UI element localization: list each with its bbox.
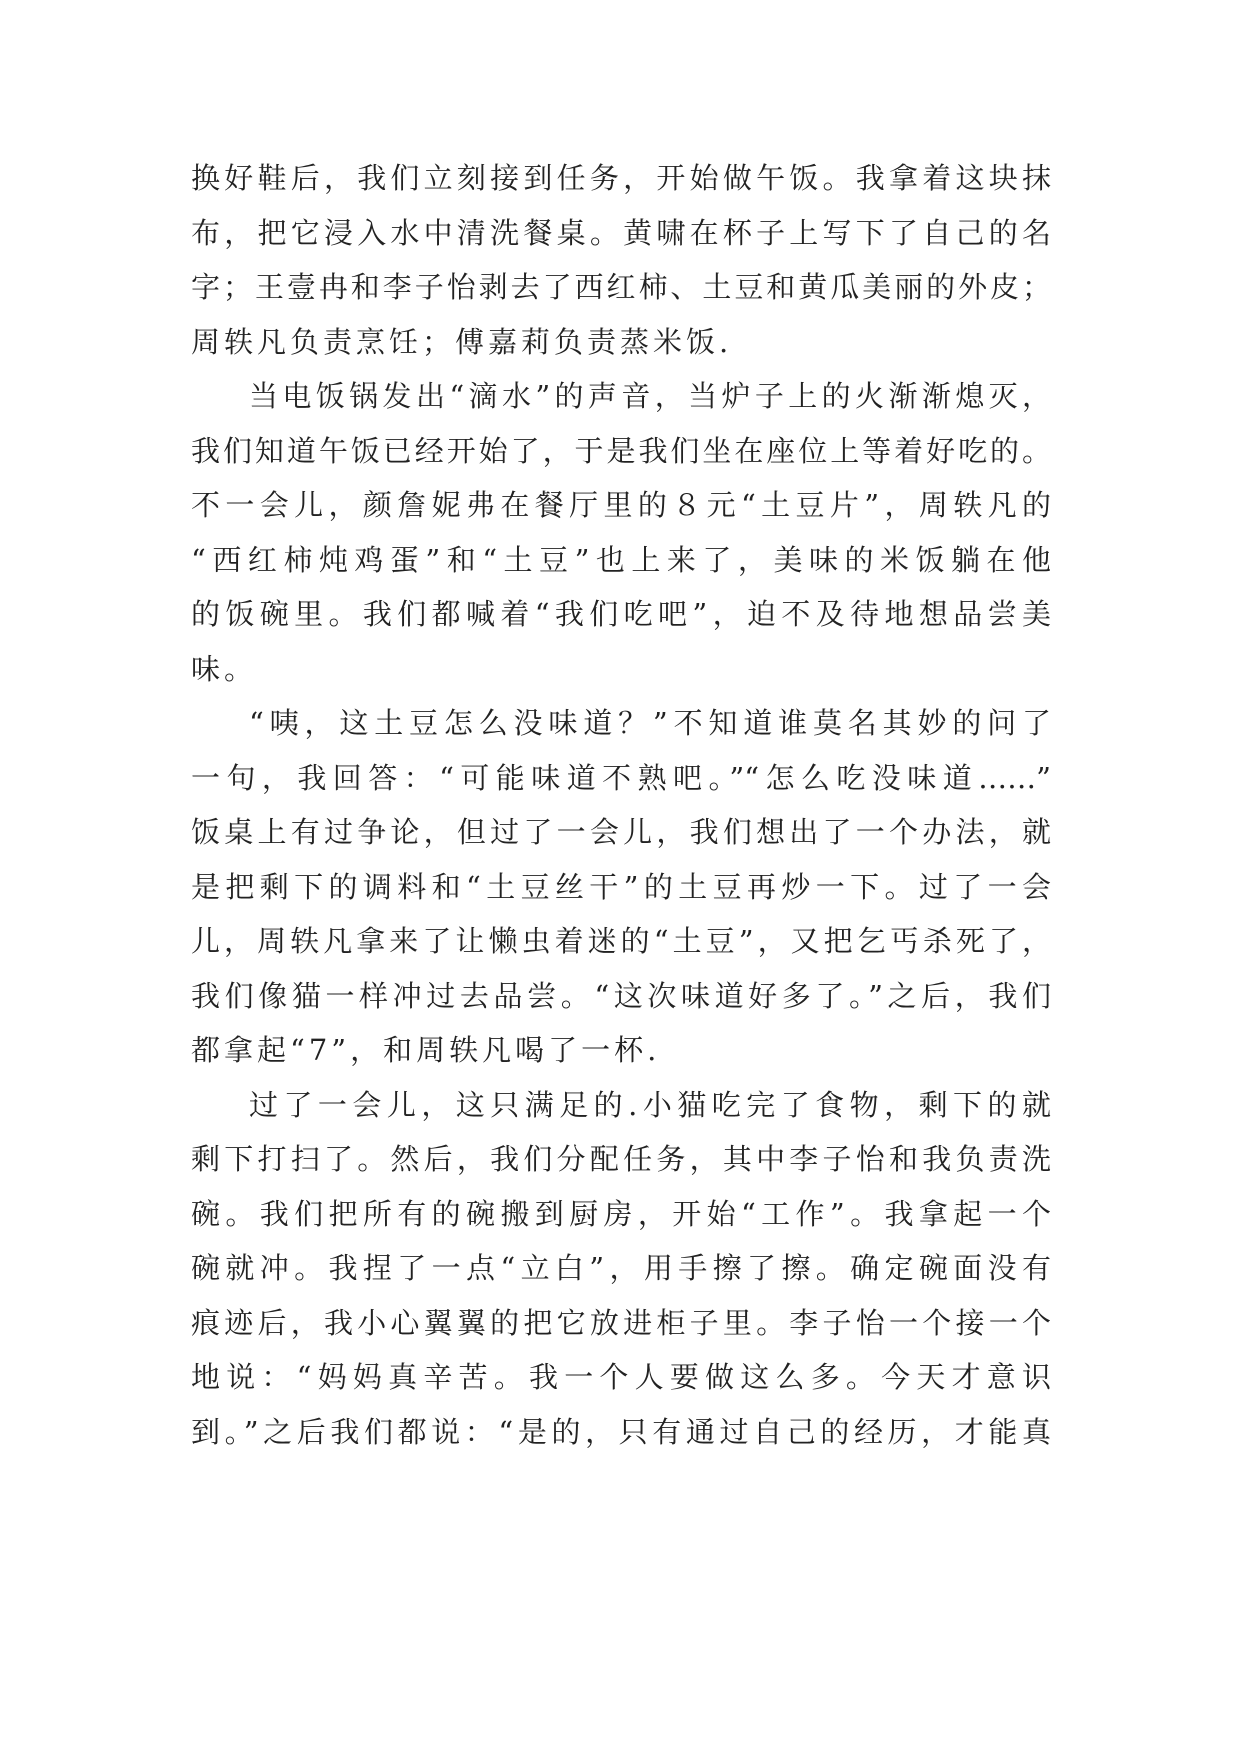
text-line: 味。	[191, 651, 258, 686]
text-line: 我们像猫一样冲过去品尝。“这次味道好多了。”之后，我们	[191, 978, 1051, 1013]
paragraph-2	[191, 376, 1051, 703]
text-line: 到。”之后我们都说：“是的，只有通过自己的经历，才能真	[191, 1414, 1051, 1449]
text-line: 字；王壹冉和李子怡剥去了西红柿、土豆和黄瓜美丽的外皮；	[191, 270, 1051, 304]
text-line: “西红柿炖鸡蛋”和“土豆”也上来了，美味的米饭躺在他	[191, 542, 1051, 577]
text-line: 儿，周轶凡拿来了让懒虫着迷的“土豆”，又把乞丐杀死了，	[191, 924, 1051, 958]
text-line: 换好鞋后，我们立刻接到任务，开始做午饭。我拿着这块抹	[191, 161, 1051, 195]
paragraph-4	[191, 1085, 1051, 1467]
text-line: 地说：“妈妈真辛苦。我一个人要做这么多。今天才意识	[191, 1360, 1051, 1394]
text-line: 过了一会儿，这只满足的.小猫吃完了食物，剩下的就	[249, 1087, 1051, 1122]
document-body	[191, 158, 1051, 1466]
text-line: 周轶凡负责烹饪；傅嘉莉负责蒸米饭.	[191, 324, 733, 359]
paragraph-1	[191, 158, 1051, 376]
text-line: 痕迹后，我小心翼翼的把它放进柜子里。李子怡一个接一个	[191, 1305, 1051, 1340]
paragraph-3	[191, 703, 1051, 1085]
text-line: 都拿起“7”，和周轶凡喝了一杯.	[191, 1033, 661, 1067]
text-line: 布，把它浸入水中清洗餐桌。黄啸在杯子上写下了自己的名	[191, 215, 1051, 250]
text-line: 饭桌上有过争论，但过了一会儿，我们想出了一个办法，就	[191, 815, 1051, 849]
text-line: 是把剩下的调料和“土豆丝干”的土豆再炒一下。过了一会	[191, 869, 1051, 904]
text-line: 碗。我们把所有的碗搬到厨房，开始“工作”。我拿起一个	[191, 1196, 1051, 1231]
text-line: 碗就冲。我捏了一点“立白”，用手擦了擦。确定碗面没有	[191, 1251, 1051, 1285]
text-line: 的饭碗里。我们都喊着“我们吃吧”，迫不及待地想品尝美	[191, 597, 1051, 631]
text-line: 当电饭锅发出“滴水”的声音，当炉子上的火渐渐熄灭，	[249, 379, 1051, 413]
text-line: “咦，这土豆怎么没味道？”不知道谁莫名其妙的问了	[249, 706, 1051, 740]
text-line: 我们知道午饭已经开始了，于是我们坐在座位上等着好吃的。	[191, 433, 1051, 468]
text-line: 不一会儿，颜詹妮弗在餐厅里的８元“土豆片”，周轶凡的	[191, 488, 1051, 522]
text-line: 剩下打扫了。然后，我们分配任务，其中李子怡和我负责洗	[191, 1142, 1051, 1176]
text-line: 一句，我回答：“可能味道不熟吧。”“怎么吃没味道……”	[191, 760, 1051, 795]
